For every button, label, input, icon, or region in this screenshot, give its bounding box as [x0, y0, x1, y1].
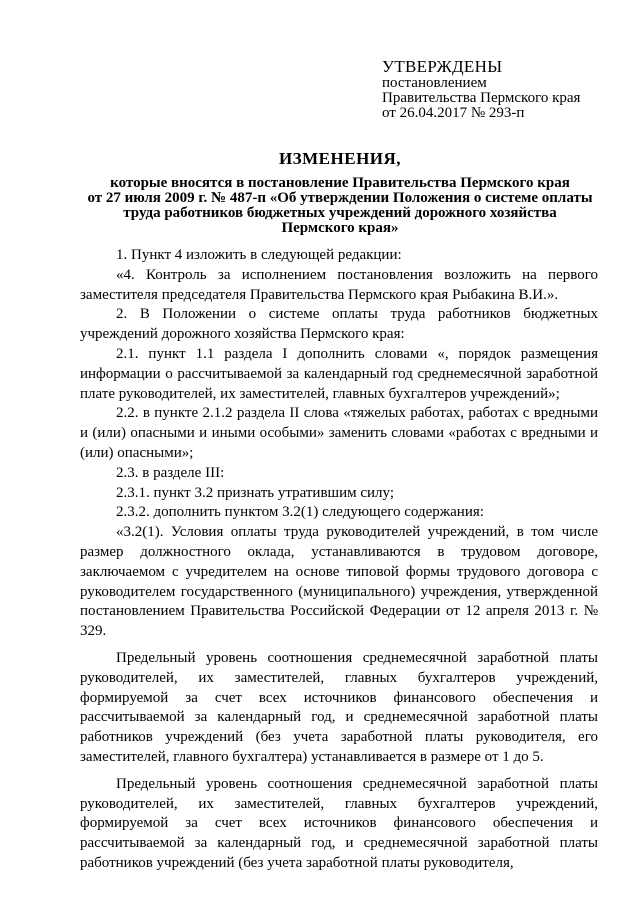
approval-line: Правительства Пермского края — [382, 90, 581, 106]
paragraph: Предельный уровень соотношения среднемесячной заработной платы руководителей, их заместителей, главных бухгалтеров учреждений, формируемой за счет всех источников финансового обеспечения и рассчитываемой за календарный год, и среднемесячной заработной платы работников учреждений (без учета заработной платы руководителя, — [80, 775, 598, 871]
approval-line: постановлением — [382, 75, 487, 91]
paragraph: «4. Контроль за исполнением постановления возложить на первого заместителя председателя Правительства Пермского края Рыбакина В.И.». — [80, 266, 598, 303]
title-subtitle-line: труда работников бюджетных учреждений дорожного хозяйства — [123, 205, 557, 221]
paragraph: 2.1. пункт 1.1 раздела I дополнить словами «, порядок размещения информации о рассчитываемой за календарный год среднемесячной заработной плате руководителей, их заместителей, главных бухгалтеров учреждений»; — [80, 345, 598, 402]
approval-heading: УТВЕРЖДЕНЫ — [382, 57, 503, 76]
paragraph: Предельный уровень соотношения среднемесячной заработной платы руководителей, их заместителей, главных бухгалтеров учреждений, формируемой за счет всех источников финансового обеспечения и рассчитываемой за календарный год, и среднемесячной заработной платы работников учреждений (без учета заработной платы руководителя, его заместителей, главного бухгалтера) устанавливается в размере от 1 до 5. — [80, 649, 598, 765]
title-subtitle-line: Пермского края» — [281, 220, 399, 236]
paragraph: 1. Пункт 4 изложить в следующей редакции: — [116, 247, 402, 263]
paragraph: 2.3.2. дополнить пунктом 3.2(1) следующего содержания: — [116, 504, 484, 521]
approval-stamp — [382, 58, 580, 121]
document-title — [60, 150, 620, 236]
title-subtitle — [60, 176, 620, 236]
paragraph: 2.3. в разделе III: — [116, 464, 225, 481]
paragraph: «3.2(1). Условия оплаты труда руководителей учреждений, в том числе размер должностного оклада, устанавливаются в трудовом договоре, заключаемом с учредителем на основе типовой формы трудового договора с руководителем государственного (муниципального) учреждения, утвержденной постановлением Правительства Российской Федерации от 12 апреля 2013 г. № 329. — [80, 524, 598, 640]
title-subtitle-line: от 27 июля 2009 г. № 487-п «Об утверждении Положения о системе оплаты — [87, 190, 593, 206]
paragraph: 2. В Положении о системе оплаты труда работников бюджетных учреждений дорожного хозяйства Пермского края: — [80, 306, 598, 343]
paragraph: 2.3.1. пункт 3.2 признать утратившим силу; — [116, 484, 395, 501]
title-heading: ИЗМЕНЕНИЯ, — [278, 149, 402, 168]
document-body — [80, 246, 598, 874]
approval-date: от 26.04.2017 № 293-п — [382, 105, 525, 121]
title-subtitle-line: которые вносятся в постановление Правительства Пермского края — [110, 175, 570, 191]
paragraph: 2.2. в пункте 2.1.2 раздела II слова «тяжелых работах, работах с вредными и (или) опасными и иными особыми» заменить словами «работах с вредными и (или) опасными»; — [80, 405, 598, 461]
